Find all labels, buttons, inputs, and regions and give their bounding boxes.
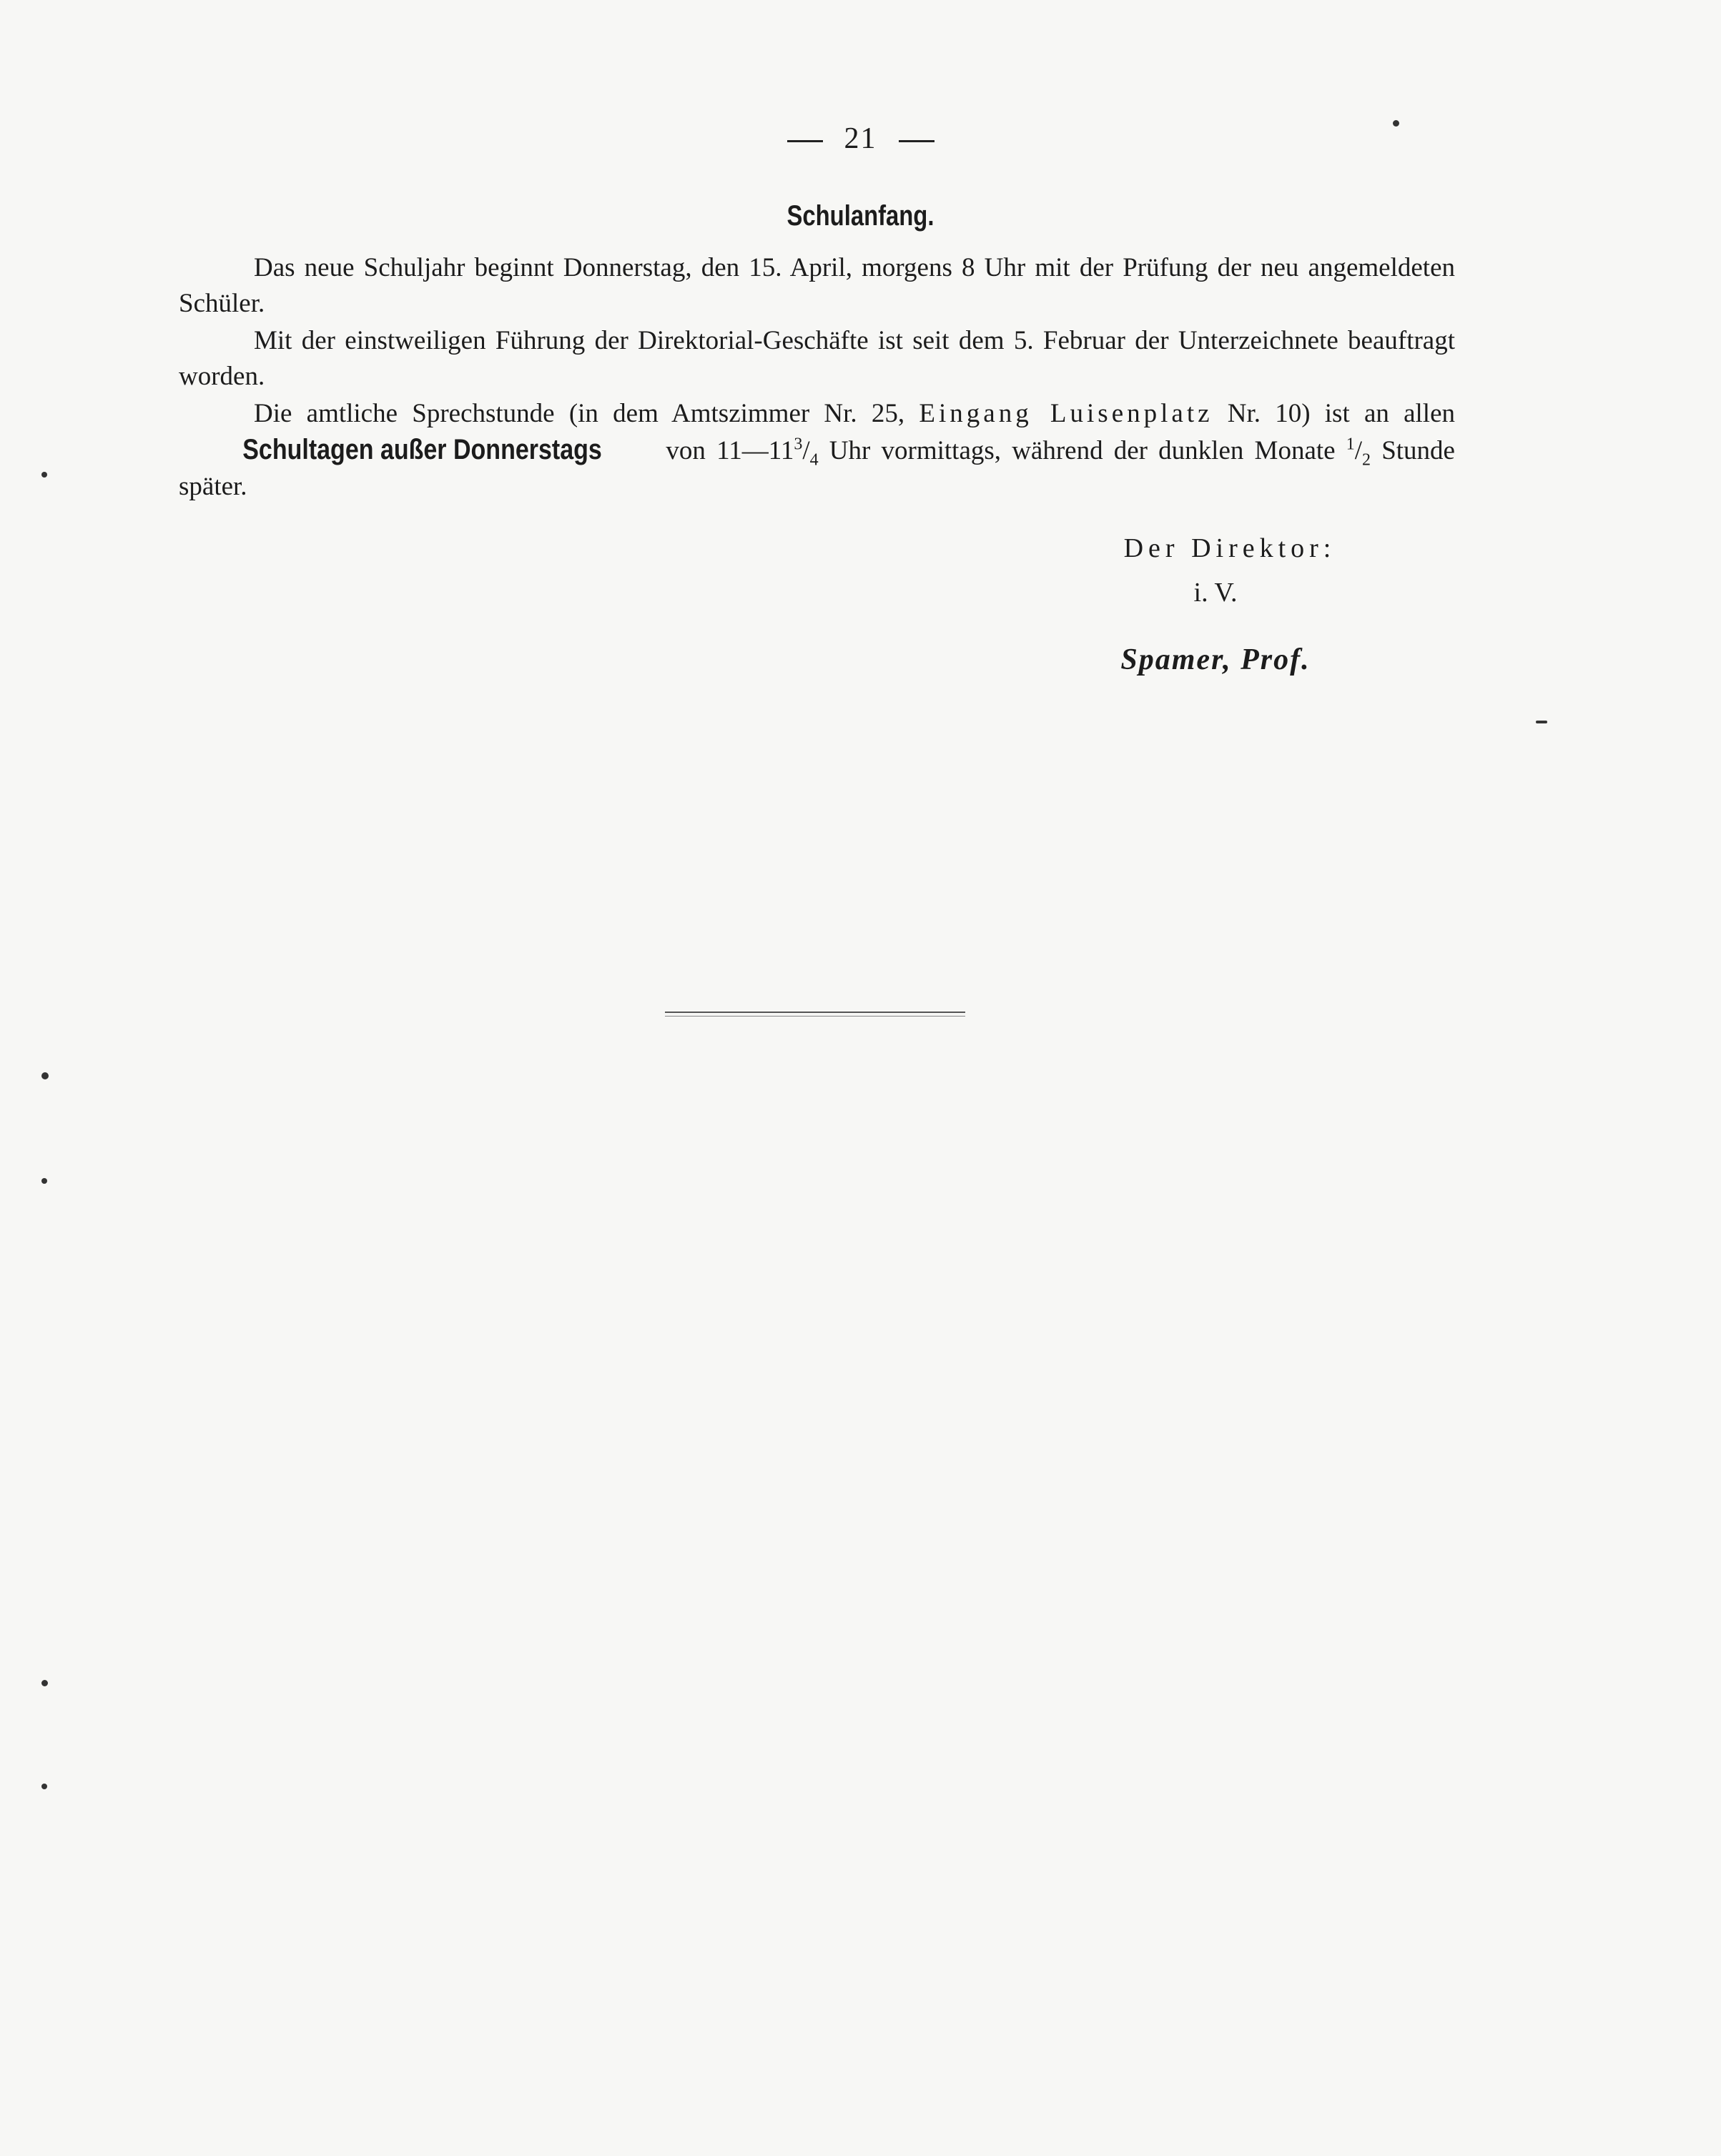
scan-speck: [41, 1784, 47, 1789]
office-hours-text-2: Nr. 10) ist an allen: [1213, 399, 1455, 428]
half-denominator: 2: [1362, 450, 1371, 470]
fraction-numerator: 3: [794, 435, 803, 454]
office-hours-time: von 11—11: [655, 436, 794, 465]
scan-speck: [1536, 721, 1547, 723]
signature-name: Spamer, Prof.: [1120, 643, 1311, 676]
page-number-dash-right: [899, 140, 935, 142]
scan-speck: [1393, 120, 1399, 127]
office-hours-entrance: Eingang Luisenplatz: [919, 399, 1213, 428]
scan-speck: [41, 1680, 48, 1686]
paragraph-school-start: Das neue Schuljahr beginnt Donnerstag, den 15. April, morgens 8 Uhr mit der Prüfung der neu angemeldeten Schüler.: [179, 253, 1455, 318]
office-hours-text-4: Stunde später.: [179, 436, 1455, 501]
page-number-dash-left: [787, 140, 823, 142]
office-hours-text-3: Uhr vormittags, während der dunklen Monate: [818, 436, 1346, 465]
paragraph-management: Mit der einstweiligen Führung der Direktorial-Geschäfte ist seit dem 5. Februar der Unterzeichnete beauftragt worden.: [179, 326, 1455, 391]
closing-rule: [665, 1012, 965, 1013]
section-heading: Schulanfang.: [786, 200, 935, 232]
scan-speck: [41, 1178, 47, 1184]
fraction-denominator: 4: [809, 450, 819, 470]
signature-block: [1001, 533, 1430, 677]
signature-title: Der Direktor:: [1123, 533, 1336, 563]
scan-speck: [41, 472, 47, 478]
page-number: [0, 122, 1721, 156]
page-number-value: 21: [844, 122, 877, 155]
office-hours-text-1: Die amtliche Sprechstunde (in dem Amtszimmer Nr. 25,: [254, 399, 919, 428]
scan-speck: [41, 1072, 49, 1079]
body-text: [179, 250, 1455, 505]
closing-rule-thin: [665, 1016, 965, 1017]
half-numerator: 1: [1346, 435, 1355, 454]
office-hours-days: Schultagen außer Donnerstags: [242, 434, 602, 465]
paragraph-office-hours: Die amtliche Sprechstunde (in dem Amtszimmer Nr. 25, Eingang Luisenplatz Nr. 10) ist an allen Schultagen außer Donnerstags von $11—11^3/_4$ Uhr vormittags, während der dunklen Monate $^1/_2$ Stunde später.: [179, 399, 1455, 501]
signature-iv: i. V.: [1193, 578, 1238, 608]
